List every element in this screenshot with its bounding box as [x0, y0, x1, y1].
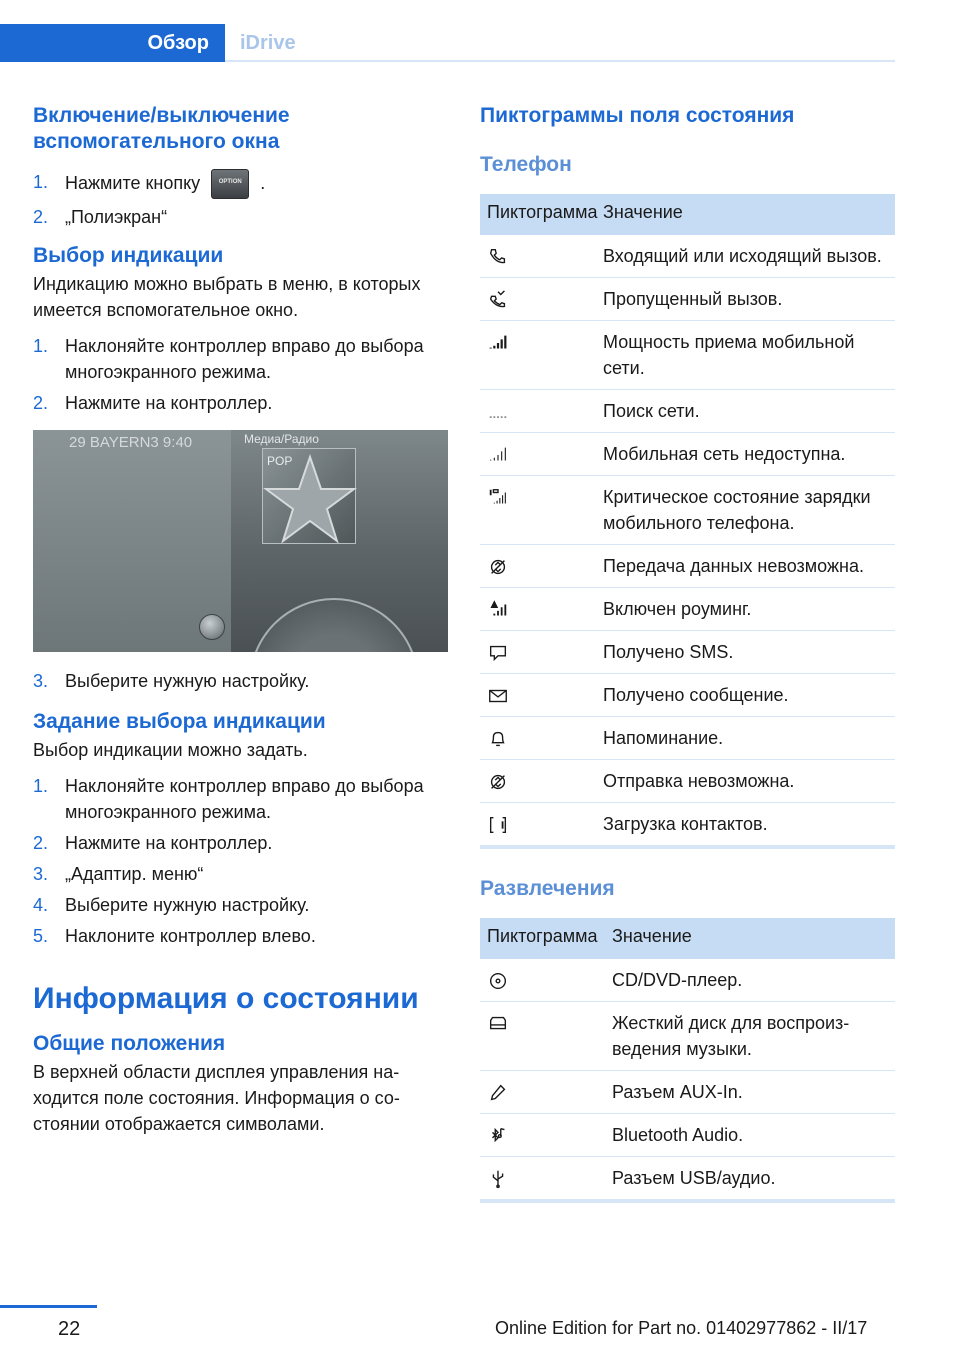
- meaning-text: Отправка невозможна.: [603, 771, 795, 791]
- section-title-status-icons: Пиктограммы поля состояния: [480, 104, 795, 127]
- meaning-text: Bluetooth Audio.: [612, 1125, 744, 1145]
- step-text: Нажмите на контроллер.: [65, 833, 273, 853]
- list-item: [33, 668, 448, 694]
- meaning-text: Мобильная сеть недоступна.: [603, 444, 846, 464]
- icon-cell: [487, 682, 603, 708]
- phone-icons-table: [480, 194, 895, 849]
- meaning-text: Загрузка контактов.: [603, 814, 768, 834]
- step-text: Нажмите кнопку: [65, 172, 201, 193]
- left-column: [33, 103, 448, 1137]
- meaning-text: Мощность приема мобильной сети.: [603, 332, 855, 378]
- icon-cell: [487, 725, 603, 751]
- hard-disk-icon: [487, 1013, 511, 1035]
- meaning-text: Включен роуминг.: [603, 599, 752, 619]
- contacts-loading-icon: [487, 814, 511, 836]
- step-number: 1.: [33, 172, 49, 192]
- section-title-aux-window: Включение/выключение вспомогательного окна: [33, 104, 290, 153]
- meaning-text: Жесткий диск для воспроизведения музыки.: [612, 1013, 850, 1059]
- phone-call-icon: [487, 246, 511, 268]
- meaning-text: Получено сообщение.: [603, 685, 789, 705]
- column-header-icon: Пиктограмма: [487, 202, 598, 222]
- table-row: [480, 432, 895, 475]
- list-item: [33, 892, 448, 918]
- step-number: 3.: [33, 864, 49, 884]
- list-item: [33, 390, 448, 416]
- column-header-meaning: Значение: [603, 202, 683, 222]
- header-tabs: [0, 24, 895, 62]
- icon-cell: [487, 967, 612, 993]
- icon-cell: [487, 1010, 612, 1062]
- meaning-text: Передача данных невозможна.: [603, 556, 864, 576]
- column-header-icon: Пиктограмма: [487, 926, 598, 946]
- table-row: [480, 1001, 895, 1070]
- reminder-bell-icon: [487, 728, 511, 750]
- paragraph: Выбор индикации можно задать.: [33, 740, 308, 760]
- entertainment-icons-table: [480, 918, 895, 1203]
- network-search-icon: [487, 401, 511, 423]
- icon-cell: [487, 243, 603, 269]
- step-number: 1.: [33, 776, 49, 796]
- list-item: [33, 333, 448, 385]
- list-item: [33, 923, 448, 949]
- icon-cell: [487, 484, 603, 536]
- roaming-icon: [487, 599, 511, 621]
- data-unavailable-icon: [487, 556, 511, 578]
- screen-status-line: 29 BAYERN3 9:40: [69, 434, 193, 451]
- screen-menu-label: Медиа/Радио: [244, 432, 319, 446]
- table-row: [480, 1113, 895, 1156]
- section-title-select-display: Выбор индикации: [33, 244, 224, 267]
- steps-aux-window: [33, 169, 448, 230]
- list-item: [33, 861, 448, 887]
- icon-cell: [487, 329, 603, 381]
- icon-cell: [487, 553, 603, 579]
- icon-cell: [487, 811, 603, 837]
- icon-cell: [487, 1165, 612, 1191]
- table-header: [480, 194, 895, 235]
- screen-dial-graphic: [249, 598, 419, 652]
- bluetooth-audio-icon: [487, 1125, 511, 1147]
- icon-cell: [487, 596, 603, 622]
- steps-set-display: [33, 773, 448, 949]
- footer-rule: [0, 1305, 97, 1308]
- network-unavailable-icon: [487, 444, 511, 466]
- table-row: [480, 959, 895, 1001]
- step-text: Наклоняйте контроллер вправо до выбора многоэкранного режима.: [65, 336, 424, 382]
- cd-dvd-icon: [487, 970, 511, 992]
- meaning-text: Напоминание.: [603, 728, 724, 748]
- icon-cell: [487, 1122, 612, 1148]
- paragraph: В верхней области дисплея управления находится поле состояния. Информация о состоянии отображается символами.: [33, 1062, 400, 1134]
- meaning-text: Разъем USB/аудио.: [612, 1168, 776, 1188]
- table-row: [480, 630, 895, 673]
- controller-knob-icon: [199, 614, 225, 640]
- step-number: 4.: [33, 895, 49, 915]
- sms-icon: [487, 642, 511, 664]
- table-row: [480, 544, 895, 587]
- table-row: [480, 802, 895, 845]
- meaning-text: Пропущенный вызов.: [603, 289, 783, 309]
- tab-overview[interactable]: Обзор: [0, 24, 225, 62]
- edition-note: Online Edition for Part no. 01402977862 - II/17: [495, 1318, 868, 1338]
- table-row: [480, 1156, 895, 1199]
- screen-genre-label: POP: [267, 454, 293, 468]
- meaning-text: Разъем AUX-In.: [612, 1082, 743, 1102]
- step-text-end: .: [260, 172, 266, 193]
- steps-select-display: [33, 333, 448, 416]
- section-title-status-info: Информация о состоянии: [33, 982, 419, 1015]
- table-row: [480, 673, 895, 716]
- send-failed-icon: [487, 771, 511, 793]
- list-item: [33, 773, 448, 825]
- table-row: [480, 475, 895, 544]
- usb-audio-icon: [487, 1168, 511, 1190]
- icon-cell: [487, 1079, 612, 1105]
- section-title-set-display: Задание выбора индикации: [33, 710, 326, 733]
- meaning-text: Поиск сети.: [603, 401, 700, 421]
- table-row: [480, 716, 895, 759]
- page-number: 22: [58, 1318, 81, 1340]
- icon-cell: [487, 286, 603, 312]
- table-row: [480, 320, 895, 389]
- table-row: [480, 389, 895, 432]
- signal-strength-icon: [487, 332, 511, 354]
- step-number: 5.: [33, 926, 49, 946]
- meaning-text: CD/DVD-плеер.: [612, 970, 743, 990]
- list-item: [33, 204, 448, 230]
- step-text: „Полиэкран“: [65, 207, 168, 227]
- icon-cell: [487, 398, 603, 424]
- missed-call-icon: [487, 289, 511, 311]
- step-text: Наклоните контроллер влево.: [65, 926, 316, 946]
- meaning-text: Критическое состояние зарядки мобильного телефона.: [603, 487, 871, 533]
- subsection-title-phone: Телефон: [480, 153, 572, 176]
- table-row: [480, 1070, 895, 1113]
- right-column: [480, 103, 895, 1203]
- section-title-general: Общие положения: [33, 1032, 226, 1055]
- step-number: 1.: [33, 336, 49, 356]
- step-text: Выберите нужную настройку.: [65, 671, 310, 691]
- table-row: [480, 759, 895, 802]
- step-number: 2.: [33, 393, 49, 413]
- step-text: Наклоняйте контроллер вправо до выбора многоэкранного режима.: [65, 776, 424, 822]
- idrive-screen-image: [33, 430, 448, 652]
- option-button-icon: OPTION: [211, 169, 249, 199]
- subsection-title-entertainment: Развлечения: [480, 877, 615, 900]
- step-number: 3.: [33, 671, 49, 691]
- paragraph: Индикацию можно выбрать в меню, в которых имеется вспомогательное окно.: [33, 274, 421, 320]
- table-row: [480, 277, 895, 320]
- battery-critical-icon: [487, 487, 511, 509]
- list-item: [33, 169, 448, 199]
- step-number: 2.: [33, 207, 49, 227]
- step-text: „Адаптир. меню“: [65, 864, 204, 884]
- icon-cell: [487, 768, 603, 794]
- aux-in-icon: [487, 1082, 511, 1104]
- step-text: Нажмите на контроллер.: [65, 393, 273, 413]
- table-row: [480, 587, 895, 630]
- table-row: [480, 235, 895, 277]
- table-header: [480, 918, 895, 959]
- step-text: Выберите нужную настройку.: [65, 895, 310, 915]
- steps-select-display-cont: [33, 668, 448, 694]
- meaning-text: Входящий или исходящий вызов.: [603, 246, 882, 266]
- step-number: 2.: [33, 833, 49, 853]
- column-header-meaning: Значение: [612, 926, 692, 946]
- list-item: [33, 830, 448, 856]
- meaning-text: Получено SMS.: [603, 642, 734, 662]
- icon-cell: [487, 639, 603, 665]
- message-icon: [487, 685, 511, 707]
- tab-idrive[interactable]: iDrive: [240, 31, 296, 54]
- icon-cell: [487, 441, 603, 467]
